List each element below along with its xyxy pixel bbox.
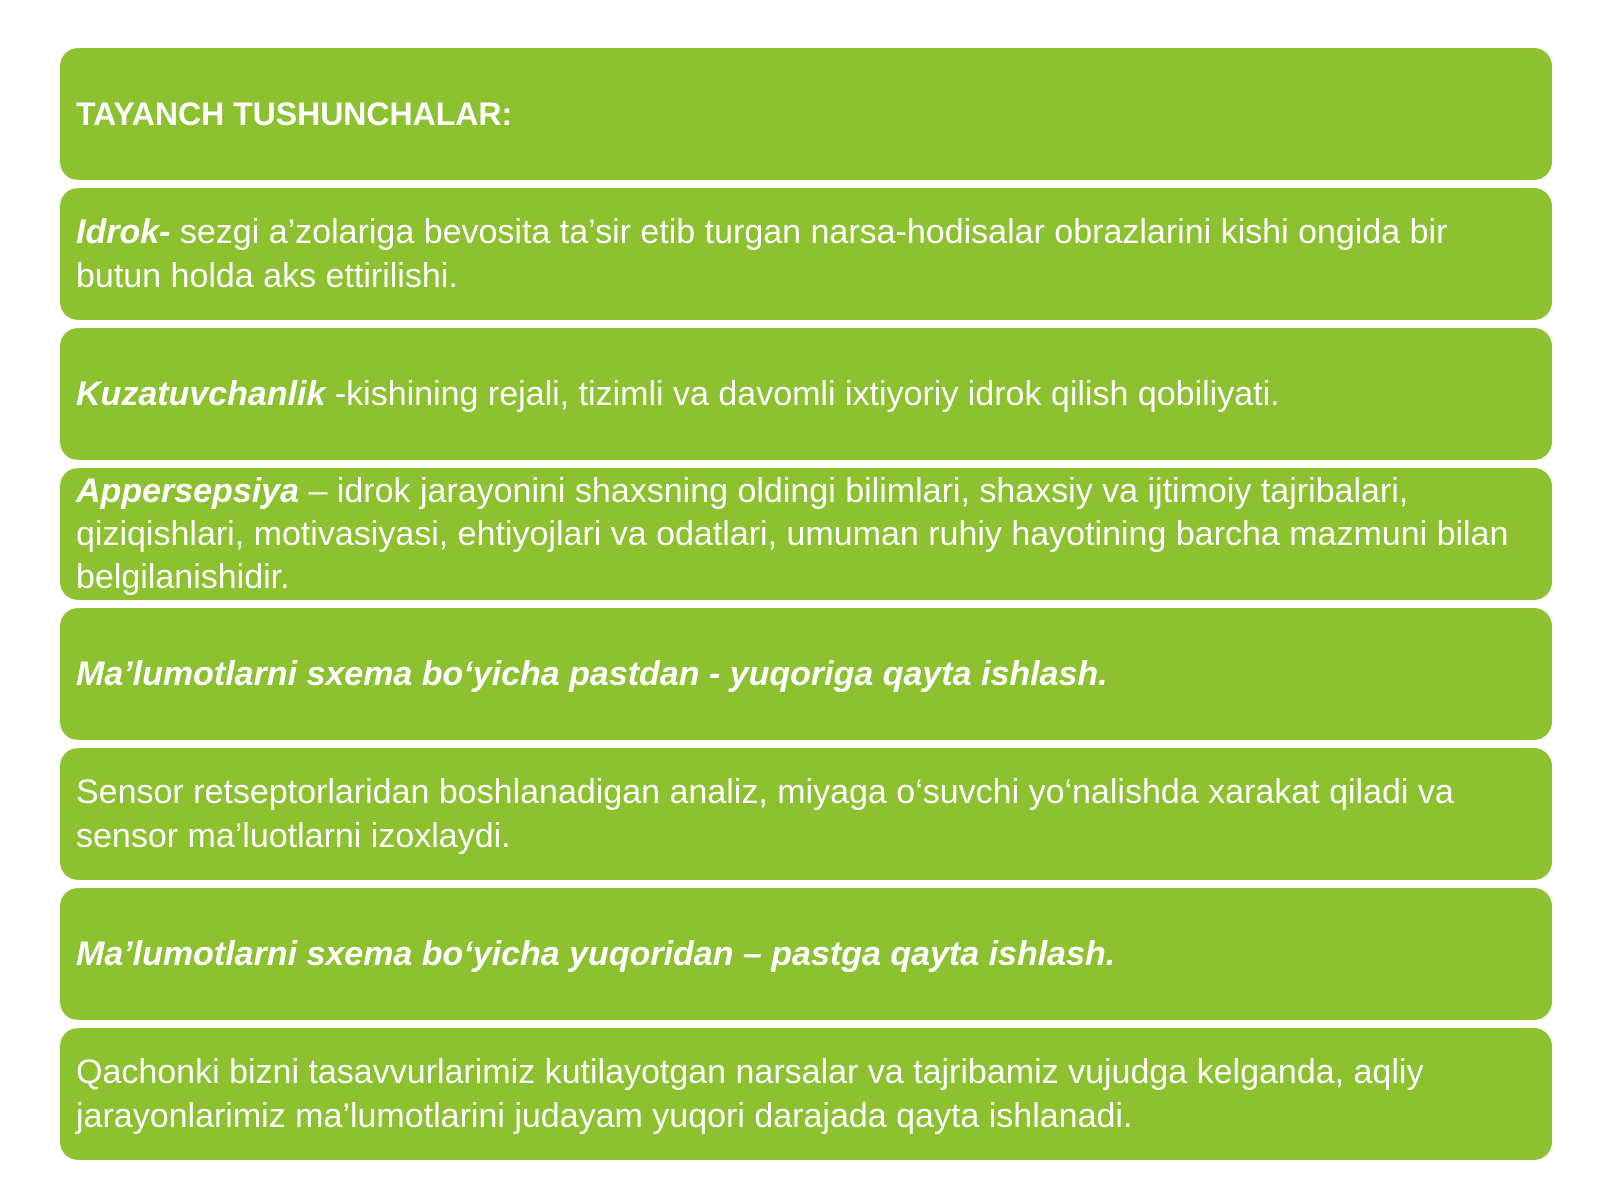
- concept-text: [76, 210, 1534, 298]
- concept-box-appersepsiya: [60, 468, 1552, 600]
- bottom-up-text: Sensor retseptorlaridan boshlanadigan analiz, miyaga o‘suvchi yo‘nalishda xarakat qiladi va sensor ma’luotlarni izoxlaydi.: [76, 773, 1454, 855]
- concept-definition: -kishining rejali, tizimli va davomli ixtiyoriy idrok qilish qobiliyati.: [325, 375, 1280, 413]
- bottom-up-text-box: [60, 748, 1552, 880]
- top-down-text: Qachonki bizni tasavvurlarimiz kutilayotgan narsalar va tajribamiz vujudga kelganda, aqliy jarayonlarimiz ma’lumotlarini judayam yuqori darajada qayta ishlanadi.: [76, 1053, 1424, 1135]
- concept-term: Kuzatuvchanlik: [76, 375, 326, 413]
- bottom-up-title-box: [60, 608, 1552, 740]
- concept-term: Appersepsiya: [76, 471, 299, 510]
- concept-box-idrok: [60, 188, 1552, 320]
- concept-term: Idrok-: [76, 213, 171, 251]
- bottom-up-title: Ma’lumotlarni sxema bo‘yicha pastdan - yuqoriga qayta ishlash.: [76, 655, 1108, 693]
- concept-text: [76, 470, 1534, 599]
- top-down-text-box: [60, 1028, 1552, 1160]
- concept-text: [76, 372, 1534, 416]
- heading-box: [60, 48, 1552, 180]
- top-down-title-box: [60, 888, 1552, 1020]
- concept-list: [60, 48, 1552, 1168]
- concept-definition: sezgi a’zolariga bevosita ta’sir etib turgan narsa-hodisalar obrazlarini kishi ongida bir butun holda aks ettirilishi.: [76, 213, 1448, 295]
- top-down-title: Ma’lumotlarni sxema bo‘yicha yuqoridan – pastga qayta ishlash.: [76, 935, 1116, 973]
- concept-box-kuzatuvchanlik: [60, 328, 1552, 460]
- heading-text: TAYANCH TUSHUNCHALAR:: [76, 96, 513, 132]
- concept-definition: – idrok jarayonini shaxsning oldingi bilimlari, shaxsiy va ijtimoiy tajribalari, qiziqishlari, motivasiyasi, ehtiyojlari va odatlari, umuman ruhiy hayotining barcha mazmuni bilan belgilanishidir.: [76, 471, 1509, 596]
